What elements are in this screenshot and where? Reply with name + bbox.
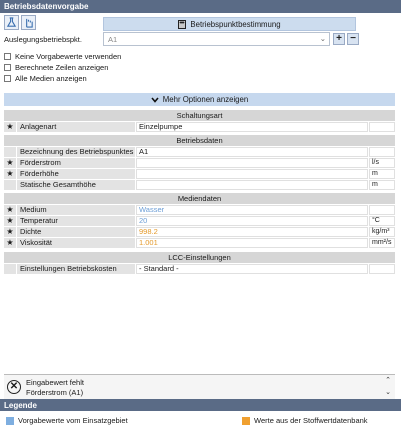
star-icon: ★ — [4, 169, 16, 179]
betriebspunktbestimmung-button[interactable] — [103, 17, 356, 31]
section-header-mediendaten: Mediendaten — [4, 193, 395, 204]
row-marker — [4, 180, 16, 190]
plus-icon: + — [336, 33, 342, 44]
legend-title: Legende — [0, 399, 401, 411]
error-icon: ✕ — [7, 380, 21, 394]
row-label: Dichte — [17, 227, 135, 237]
row-foerderstrom — [4, 158, 395, 168]
row-label: Anlagenart — [17, 122, 135, 132]
calc-button-label: Betriebspunktbestimmung — [190, 19, 281, 29]
flask-icon — [6, 17, 17, 28]
checkbox-no-defaults[interactable] — [4, 52, 121, 61]
legend-swatch-blue — [6, 417, 14, 425]
row-label: Bezeichnung des Betriebspunktes — [17, 147, 135, 157]
more-options-label: Mehr Optionen anzeigen — [162, 95, 249, 104]
calculator-icon — [178, 20, 186, 29]
row-unit: l/s — [369, 158, 395, 168]
row-value-select[interactable]: - Standard - — [136, 264, 368, 274]
legend-label: Vorgabewerte vom Einsatzgebiet — [18, 416, 128, 425]
row-label: Temperatur — [17, 216, 135, 226]
row-value-input[interactable] — [136, 180, 368, 190]
row-label: Förderstrom — [17, 158, 135, 168]
star-icon: ★ — [4, 158, 16, 168]
legend-item-einsatzgebiet — [6, 416, 128, 425]
row-dichte — [4, 227, 395, 237]
more-options-button[interactable] — [4, 93, 395, 106]
row-viskositaet — [4, 238, 395, 248]
row-label: Viskosität — [17, 238, 135, 248]
checkbox-box[interactable] — [4, 75, 11, 82]
row-foerderhoehe — [4, 169, 395, 179]
status-line-1: Eingabewert fehlt — [26, 378, 84, 387]
row-value-input[interactable]: 20 — [136, 216, 368, 226]
checkbox-all-media[interactable] — [4, 74, 87, 83]
row-marker — [4, 147, 16, 157]
row-value-select[interactable]: Wasser — [136, 205, 368, 215]
row-temperatur — [4, 216, 395, 226]
row-value-input[interactable]: 998.2 — [136, 227, 368, 237]
row-unit: mm²/s — [369, 238, 395, 248]
row-label: Einstellungen Betriebskosten — [17, 264, 135, 274]
chevron-down-icon: ⌄ — [319, 34, 326, 43]
checkbox-box[interactable] — [4, 53, 11, 60]
checkbox-box[interactable] — [4, 64, 11, 71]
remove-operating-point-button[interactable] — [347, 33, 359, 45]
row-statische-gesamthoehe — [4, 180, 395, 190]
row-value-input[interactable] — [136, 169, 368, 179]
row-unit: m — [369, 169, 395, 179]
row-unit — [369, 264, 395, 274]
star-icon: ★ — [4, 122, 16, 132]
row-value-input[interactable] — [136, 158, 368, 168]
window-title: Betriebsdatenvorgabe — [0, 0, 401, 13]
row-value-input[interactable]: 1.001 — [136, 238, 368, 248]
status-panel — [4, 374, 395, 399]
row-unit — [369, 147, 395, 157]
row-betriebskosten — [4, 264, 395, 274]
operating-point-label: Auslegungsbetriebspkt. — [4, 35, 82, 44]
section-header-betriebsdaten: Betriebsdaten — [4, 135, 395, 146]
star-icon: ★ — [4, 216, 16, 226]
checkbox-label: Berechnete Zeilen anzeigen — [15, 63, 109, 72]
hand-pointer-icon — [23, 17, 34, 28]
row-unit — [369, 205, 395, 215]
star-icon: ★ — [4, 205, 16, 215]
row-unit — [369, 122, 395, 132]
status-line-2: Förderstrom (A1) — [26, 388, 84, 397]
operating-point-select[interactable] — [103, 32, 330, 46]
flask-button[interactable] — [4, 15, 19, 30]
hand-select-button[interactable] — [21, 15, 36, 30]
row-marker — [4, 264, 16, 274]
row-label: Förderhöhe — [17, 169, 135, 179]
scroll-down-icon[interactable]: ⌄ — [385, 389, 391, 396]
checkbox-show-calculated[interactable] — [4, 63, 108, 72]
row-label: Medium — [17, 205, 135, 215]
legend-item-stoffwertdatenbank — [242, 416, 368, 425]
add-operating-point-button[interactable] — [333, 33, 345, 45]
checkbox-label: Alle Medien anzeigen — [15, 74, 87, 83]
row-bezeichnung — [4, 147, 395, 157]
minus-icon: − — [350, 33, 356, 44]
section-header-schaltungsart: Schaltungsart — [4, 110, 395, 121]
row-medium — [4, 205, 395, 215]
row-anlagenart — [4, 122, 395, 132]
checkbox-label: Keine Vorgabewerte verwenden — [15, 52, 122, 61]
chevron-down-icon — [151, 97, 159, 103]
scroll-up-icon[interactable]: ⌃ — [385, 377, 391, 384]
row-unit: kg/m³ — [369, 227, 395, 237]
star-icon: ★ — [4, 227, 16, 237]
row-value-select[interactable]: Einzelpumpe — [136, 122, 368, 132]
operating-point-value: A1 — [108, 35, 118, 44]
section-header-lcc: LCC-Einstellungen — [4, 252, 395, 263]
legend-label: Werte aus der Stoffwertdatenbank — [254, 416, 368, 425]
legend-swatch-orange — [242, 417, 250, 425]
star-icon: ★ — [4, 238, 16, 248]
row-label: Statische Gesamthöhe — [17, 180, 135, 190]
row-value-input[interactable]: A1 — [136, 147, 368, 157]
row-unit: °C — [369, 216, 395, 226]
row-unit: m — [369, 180, 395, 190]
